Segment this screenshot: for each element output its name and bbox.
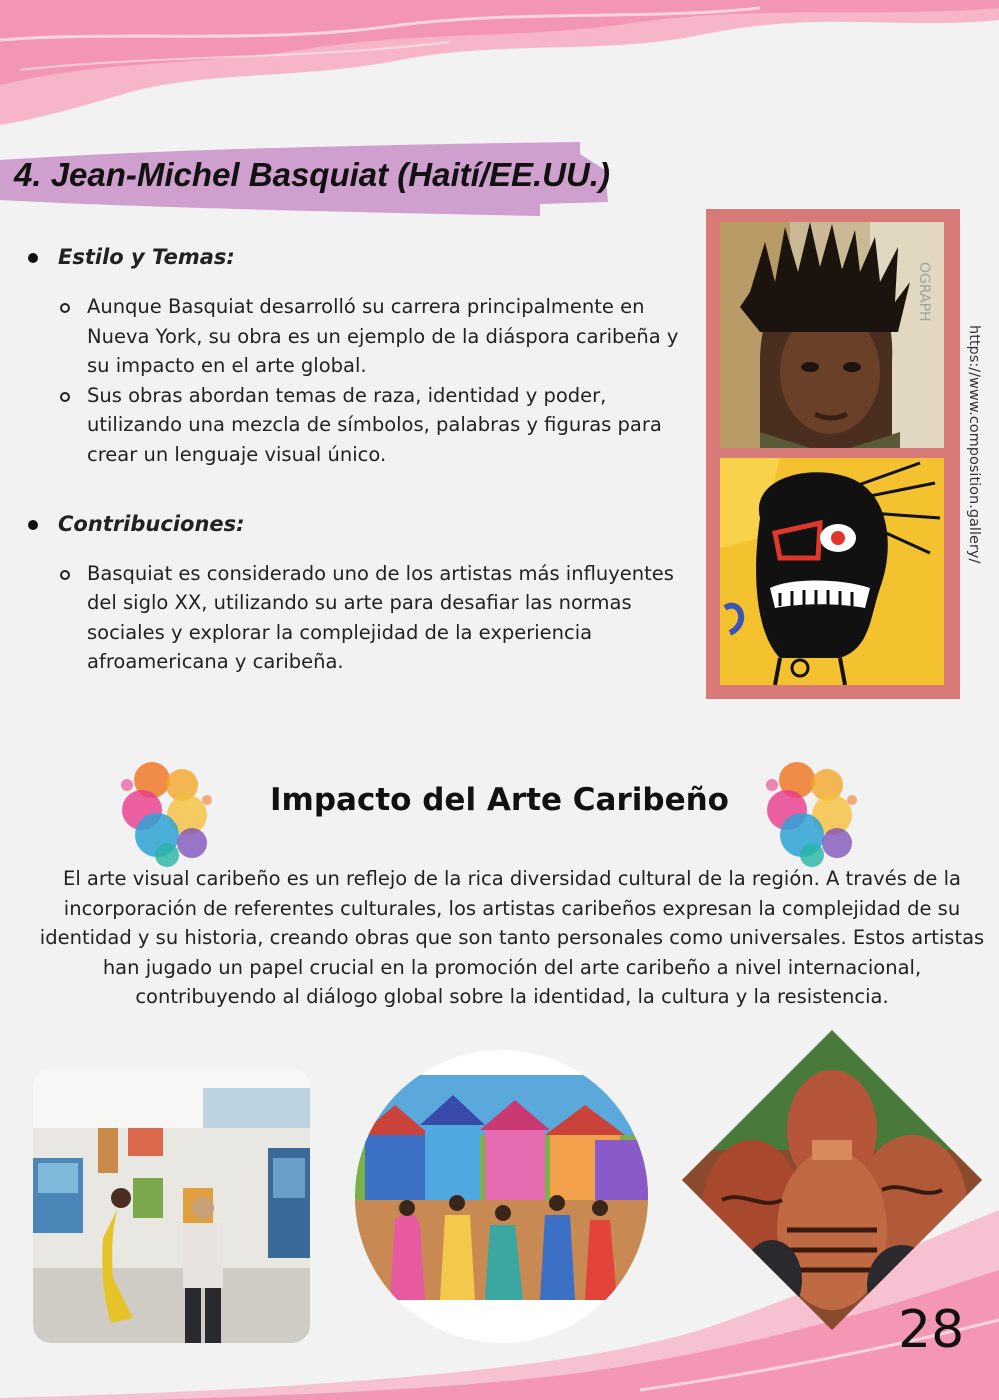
bullet-style-themes (22, 238, 692, 278)
basquiat-portrait-photo (720, 222, 944, 448)
bullet-contributions (22, 505, 692, 545)
ceramic-vases-photo (682, 1030, 982, 1330)
gallery-exhibition-photo (33, 1068, 310, 1343)
impact-paragraph: El arte visual caribeño es un reflejo de la rica diversidad cultural de la región. A través de la incorporación de referentes culturales, los artistas caribeños expresan la complejidad de su identidad y su historia, creando obras que son tanto personales como universales. Estos artistas han jugado un papel crucial en la promoción del arte caribeño a nivel internacional, contribuyendo al diálogo global sobre la identidad, la cultura y la resistencia. (39, 867, 985, 1009)
impact-heading: Impacto del Arte Caribeño (270, 782, 729, 818)
bullet-title: Estilo y Temas: (58, 245, 235, 270)
list-item: Aunque Basquiat desarrolló su carrera principalmente en Nueva York, su obra es un ejemplo de la diáspora caribeña y su impacto en el arte global. (87, 292, 692, 381)
page-number: 28 (898, 1300, 965, 1360)
image-credit-text: https://www.composition.gallery/ (966, 325, 982, 564)
bullet-title: Contribuciones: (58, 511, 245, 536)
village-painting-illustration (355, 1050, 648, 1343)
section-heading: 4. Jean-Michel Basquiat (Haití/EE.UU.) (14, 156, 610, 193)
style-themes-list (22, 292, 692, 470)
contributions-list (22, 559, 692, 677)
svg-text:OGRAPH: OGRAPH (916, 262, 932, 322)
bullet-dot-icon (28, 520, 38, 530)
pink-brush-stroke-top (0, 0, 999, 135)
caribbean-village-painting (355, 1050, 648, 1343)
list-item: Sus obras abordan temas de raza, identidad y poder, utilizando una mezcla de símbolos, palabras y figuras para crear un lenguaje visual único. (87, 381, 692, 470)
basquiat-painting-artwork (720, 458, 944, 685)
bullet-dot-icon (28, 253, 38, 263)
image-credit-url (960, 325, 985, 585)
list-item: Basquiat es considerado uno de los artistas más influyentes del siglo XX, utilizando su arte para desafiar las normas sociales y explorar la complejidad de la experiencia afroamericana y caribeña. (87, 559, 692, 677)
artist-details (22, 238, 692, 677)
